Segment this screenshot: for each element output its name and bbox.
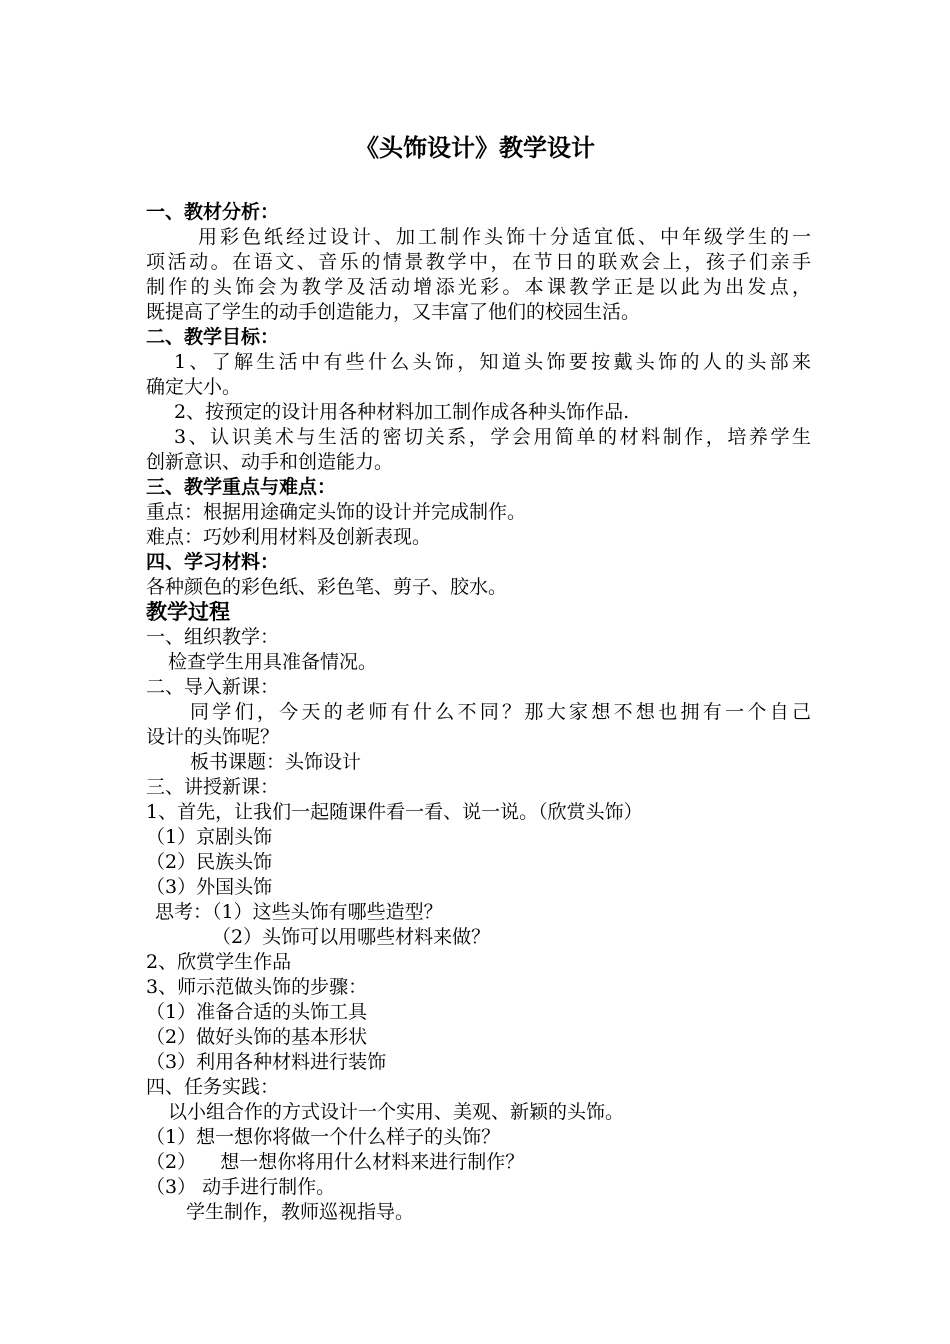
list-item: （3）外国头饰 [146, 876, 273, 898]
paragraph-line: 1、了解生活中有些什么头饰，知道头饰要按戴头饰的人的头部来 [174, 351, 811, 373]
document-title: 《头饰设计》教学设计 [355, 134, 595, 162]
paragraph-line: 学生制作，教师巡视指导。 [186, 1201, 415, 1223]
paragraph-line: 难点：巧妙利用材料及创新表现。 [146, 526, 432, 548]
paragraph-line: 用彩色纸经过设计、加工制作头饰十分适宜低、中年级学生的一 [198, 226, 811, 248]
paragraph-line: 二、导入新课： [146, 676, 280, 698]
list-item: （2）民族头饰 [146, 851, 273, 873]
paragraph-line: （2）头饰可以用哪些材料来做？ [212, 926, 491, 948]
paragraph-line: 既提高了学生的动手创造能力，又丰富了他们的校园生活。 [146, 301, 641, 323]
list-item: （1）京剧头饰 [146, 826, 273, 848]
section-heading-materials: 四、学习材料： [146, 551, 280, 573]
section-heading-process: 教学过程 [146, 600, 230, 624]
paragraph-line: 同学们，今天的老师有什么不同？那大家想不想也拥有一个自己 [190, 701, 811, 723]
paragraph-line: 板书课题：头饰设计 [190, 751, 362, 773]
list-item: （3）利用各种材料进行装饰 [146, 1051, 387, 1073]
section-heading-analysis: 一、教材分析： [146, 201, 280, 223]
section-heading-goals: 二、教学目标： [146, 326, 280, 348]
paragraph-line: 2、欣赏学生作品 [146, 951, 292, 973]
paragraph-line: 确定大小。 [146, 376, 242, 398]
paragraph-line: 三、讲授新课： [146, 776, 280, 798]
list-item: （2） 想一想你将用什么材料来进行制作？ [146, 1151, 525, 1173]
list-item: （2）做好头饰的基本形状 [146, 1026, 368, 1048]
section-heading-key-points: 三、教学重点与难点： [146, 476, 337, 498]
list-item: （3） 动手进行制作。 [146, 1176, 336, 1198]
paragraph-line: 1、首先，让我们一起随课件看一看、说一说。（欣赏头饰） [146, 801, 643, 823]
paragraph-line: 设计的头饰呢？ [146, 726, 280, 748]
paragraph-line: 3、认识美术与生活的密切关系，学会用简单的材料制作，培养学生 [174, 426, 811, 448]
paragraph-line: 重点：根据用途确定头饰的设计并完成制作。 [146, 501, 527, 523]
paragraph-line: 四、任务实践： [146, 1076, 280, 1098]
paragraph-line: 创新意识、动手和创造能力。 [146, 451, 394, 473]
paragraph-line: 3、师示范做头饰的步骤： [146, 976, 368, 998]
paragraph-line: 项活动。在语文、音乐的情景教学中，在节日的联欢会上，孩子们亲手 [146, 251, 811, 273]
paragraph-line: 制作的头饰会为教学及活动增添光彩。本课教学正是以此为出发点， [146, 276, 811, 298]
paragraph-line: 2、按预定的设计用各种材料加工制作成各种头饰作品. [174, 401, 630, 423]
paragraph-line: 一、组织教学： [146, 626, 280, 648]
list-item: （1）想一想你将做一个什么样子的头饰？ [146, 1126, 501, 1148]
paragraph-line: 以小组合作的方式设计一个实用、美观、新颖的头饰。 [168, 1101, 625, 1123]
paragraph-line: 思考：（1）这些头饰有哪些造型？ [155, 901, 443, 923]
paragraph-line: 检查学生用具准备情况。 [168, 651, 378, 673]
list-item: （1）准备合适的头饰工具 [146, 1001, 368, 1023]
paragraph-line: 各种颜色的彩色纸、彩色笔、剪子、胶水。 [146, 576, 508, 598]
